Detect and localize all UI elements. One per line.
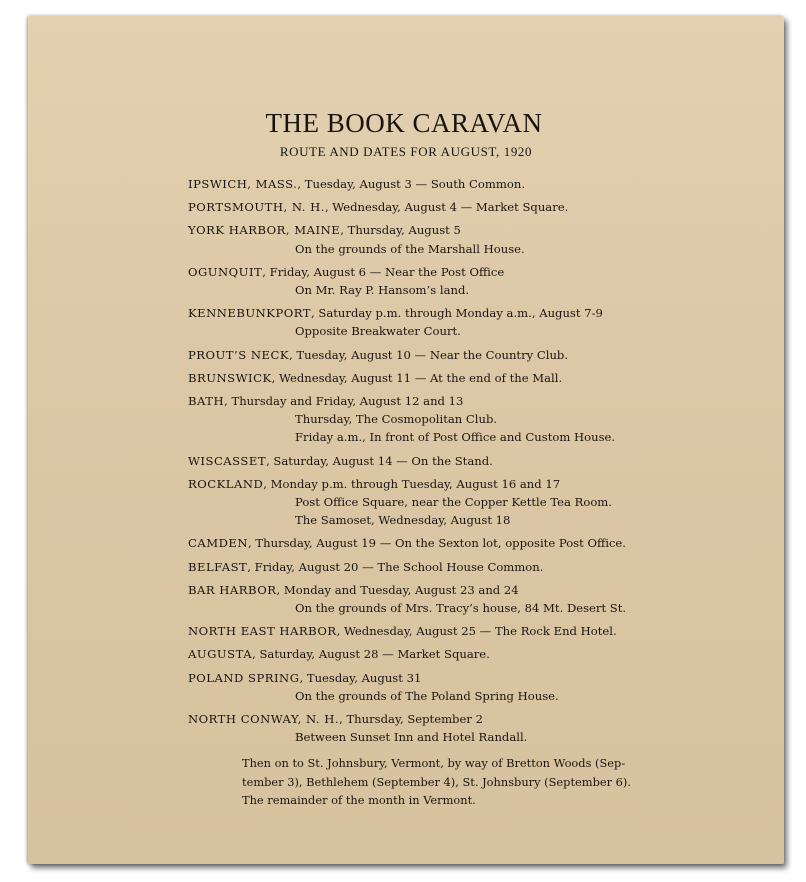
route-stop (188, 369, 708, 387)
stop-date: , Saturday, August 28 — Market Square. (252, 647, 490, 662)
stop-place: CAMDEN (188, 536, 249, 551)
stop-place: POLAND SPRING (188, 670, 300, 685)
stop-line (188, 198, 708, 216)
stop-place: NORTH CONWAY, N. H. (188, 712, 340, 727)
route-stop (188, 475, 708, 530)
stop-place: BAR HARBOR (188, 582, 277, 597)
stop-location: Post Office Square, near the Copper Kettle Tea Room. (295, 495, 612, 510)
closing-line: Then on to St. Johnsbury, Vermont, by way of Bretton Woods (Sep- (242, 756, 626, 771)
route-stop (188, 175, 708, 193)
stop-date: , Friday, August 20 — The School House Common. (247, 559, 544, 574)
stop-place: PROUT’S NECK (188, 347, 289, 362)
route-stop (188, 221, 708, 257)
stop-line (188, 392, 708, 410)
stop-date: , Saturday p.m. through Monday a.m., August 7-9 (311, 306, 603, 321)
route-stop (188, 452, 708, 470)
route-stop (188, 669, 708, 705)
stop-line (188, 558, 708, 576)
route-stop (188, 346, 708, 364)
route-stop (188, 581, 708, 617)
stop-line (188, 369, 708, 387)
route-stop (188, 198, 708, 216)
route-stop (188, 558, 708, 576)
stop-date: , Thursday, August 5 (340, 223, 461, 238)
stop-date: , Thursday, August 19 — On the Sexton lot, opposite Post Office. (248, 536, 626, 551)
stop-line (188, 710, 708, 728)
route-stop (188, 622, 708, 640)
route-stop (188, 534, 708, 552)
stop-date: , Wednesday, August 4 — Market Square. (324, 200, 569, 215)
stop-location: On Mr. Ray P. Hansom’s land. (295, 283, 470, 298)
stop-line (188, 475, 708, 493)
stop-location: On the grounds of Mrs. Tracy’s house, 84 Mt. Desert St. (295, 601, 627, 616)
stop-place: BELFAST (188, 559, 248, 574)
stop-date: , Wednesday, August 25 — The Rock End Hotel. (336, 624, 617, 639)
route-stop (188, 645, 708, 663)
title-text: THE BOOK CARAVAN (265, 108, 543, 138)
closing-line: The remainder of the month in Vermont. (242, 792, 476, 807)
stop-place: ROCKLAND (188, 476, 264, 491)
closing-line: tember 3), Bethlehem (September 4), St. Johnsbury (September 6). (242, 774, 631, 789)
stop-line (188, 175, 708, 193)
stop-line (188, 669, 708, 687)
stop-line (188, 581, 708, 599)
route-stop (188, 304, 708, 340)
stop-line (188, 346, 708, 364)
closing-note (188, 754, 708, 809)
stop-location: Friday a.m., In front of Post Office and Custom House. (295, 430, 616, 445)
stop-date: , Friday, August 6 — Near the Post Office (262, 264, 505, 279)
stop-line (188, 221, 708, 239)
stop-date: , Monday p.m. through Tuesday, August 16 and 17 (263, 476, 561, 491)
stop-line (188, 304, 708, 322)
route-stop (188, 710, 708, 746)
stop-date: , Thursday and Friday, August 12 and 13 (224, 394, 464, 409)
stop-date: , Monday and Tuesday, August 23 and 24 (276, 582, 519, 597)
stop-line (188, 622, 708, 640)
stop-place: OGUNQUIT (188, 264, 263, 279)
stop-location: Between Sunset Inn and Hotel Randall. (295, 730, 528, 745)
stop-date: , Tuesday, August 3 — South Common. (297, 177, 526, 191)
stop-date: , Thursday, September 2 (339, 712, 483, 727)
stop-place: AUGUSTA (188, 647, 253, 662)
stop-line (188, 452, 708, 470)
stop-place: KENNEBUNKPORT (188, 306, 312, 321)
stop-date: , Tuesday, August 31 (299, 670, 422, 685)
stop-location: The Samoset, Wednesday, August 18 (295, 513, 511, 528)
stop-date: , Tuesday, August 10 — Near the Country Club. (289, 347, 569, 362)
stop-location: On the grounds of the Marshall House. (295, 241, 525, 256)
stop-place: IPSWICH, MASS. (188, 177, 298, 191)
stop-place: BATH (188, 394, 225, 409)
stop-line (188, 534, 708, 552)
page-title (28, 108, 784, 139)
stop-date: , Wednesday, August 11 — At the end of the Mall. (271, 370, 563, 385)
stop-location: Opposite Breakwater Court. (295, 324, 461, 339)
page-subtitle: ROUTE AND DATES FOR AUGUST, 1920 (279, 144, 533, 159)
route-stop (188, 263, 708, 299)
stop-location: On the grounds of The Poland Spring House. (295, 688, 559, 703)
stop-place: BRUNSWICK (188, 370, 272, 385)
stop-line (188, 645, 708, 663)
stop-location: Thursday, The Cosmopolitan Club. (295, 412, 498, 427)
stop-place: WISCASSET (188, 453, 267, 468)
stop-line (188, 263, 708, 281)
route-list (188, 175, 708, 809)
stop-place: NORTH EAST HARBOR (188, 624, 337, 639)
stop-date: , Saturday, August 14 — On the Stand. (266, 453, 493, 468)
stop-place: PORTSMOUTH, N. H. (188, 200, 325, 215)
route-stop (188, 392, 708, 447)
document-page (28, 16, 784, 864)
stop-place: YORK HARBOR, MAINE (188, 223, 341, 238)
